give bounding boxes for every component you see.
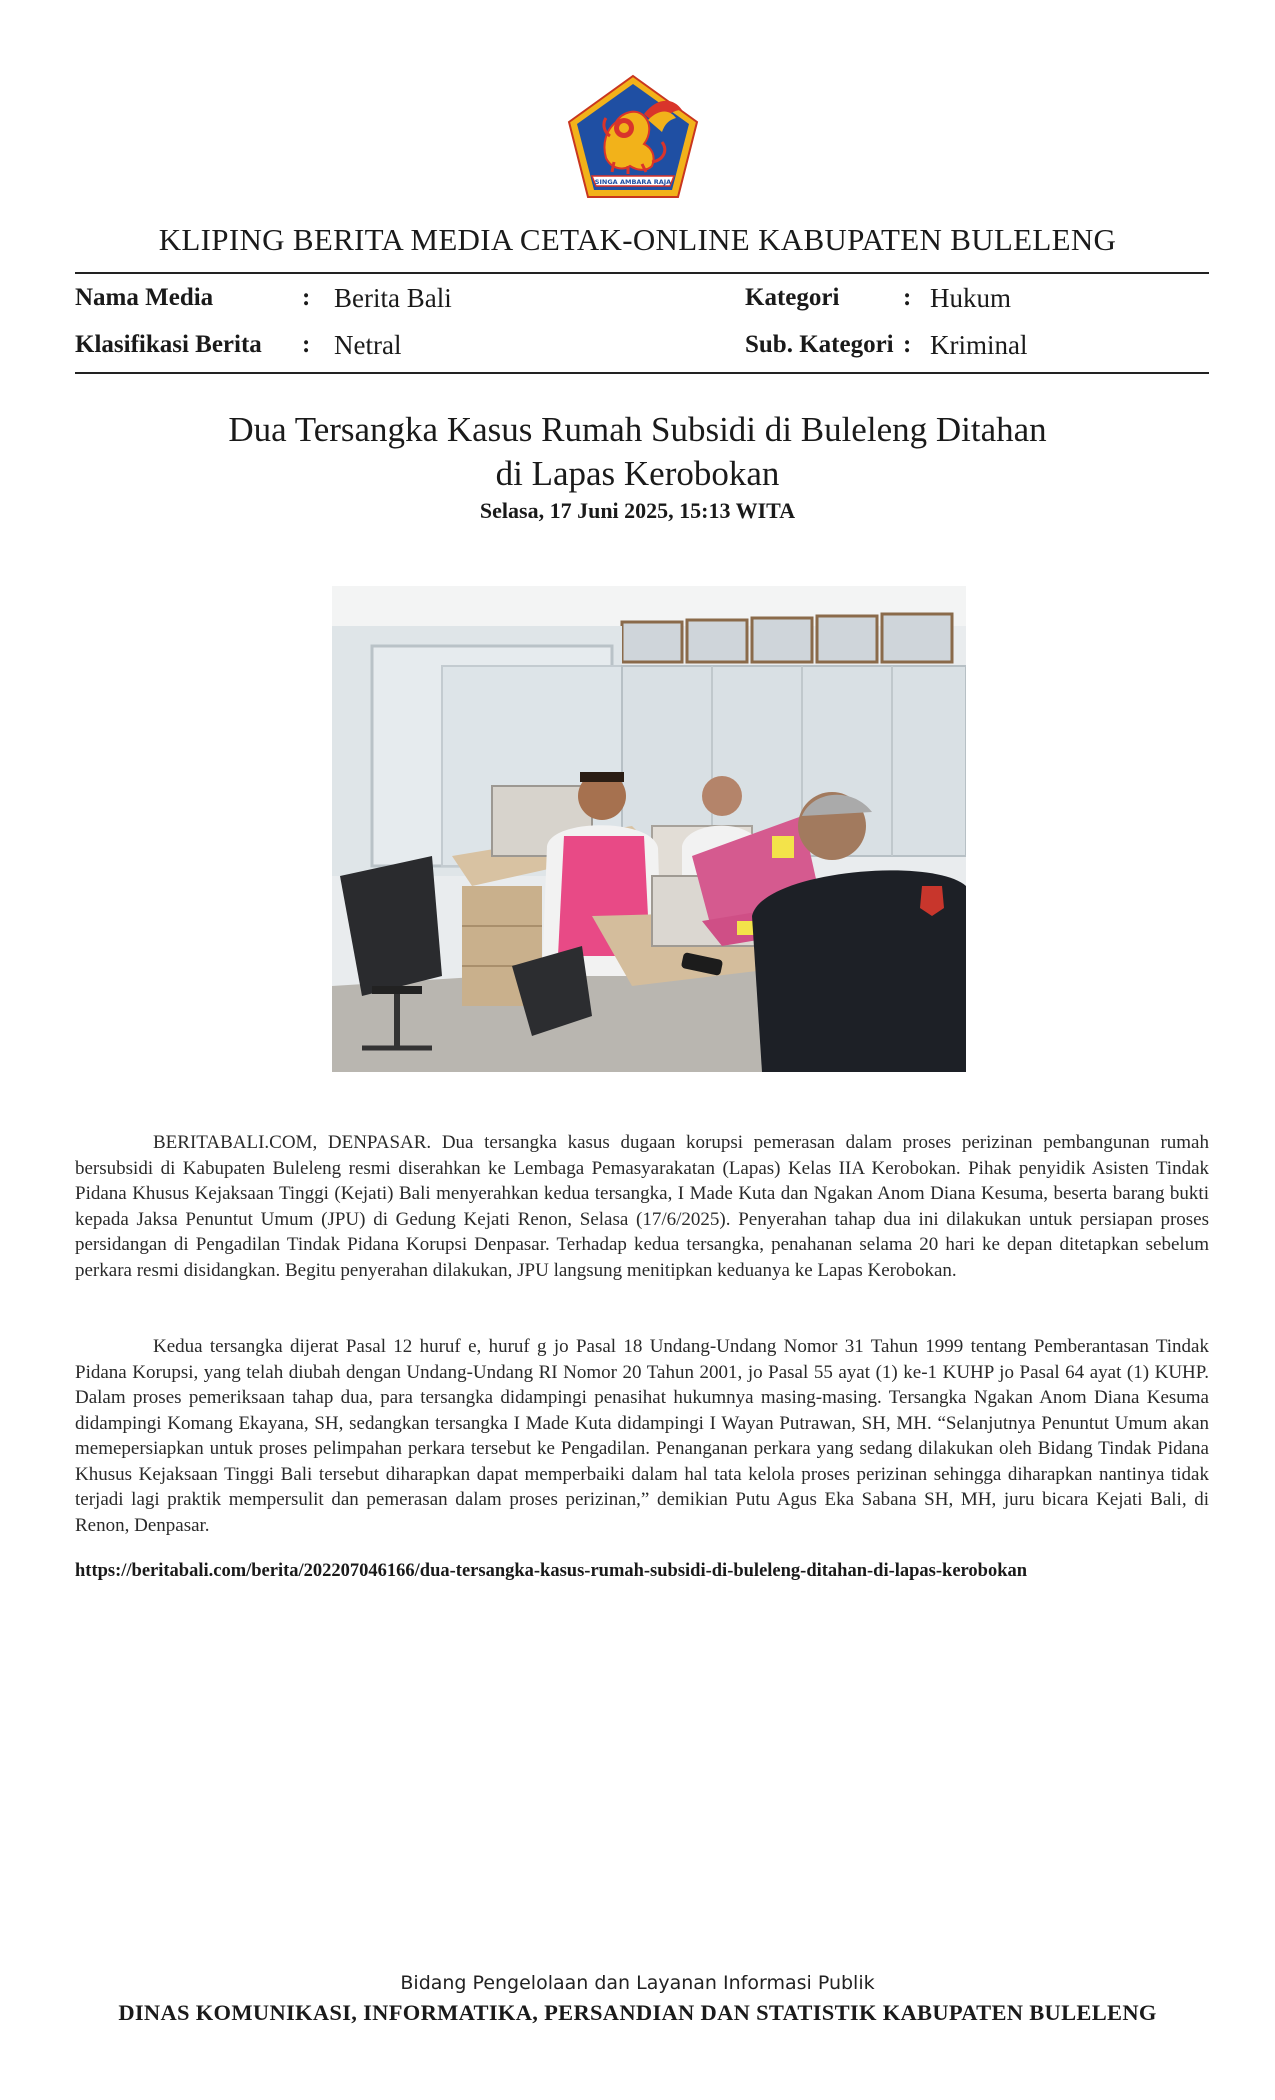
- bottom-divider: [75, 372, 1209, 374]
- footer-department: Bidang Pengelolaan dan Layanan Informasi Publik: [400, 1972, 875, 1994]
- kliping-title: KLIPING BERITA MEDIA CETAK-ONLINE KABUPATEN BULELENG: [158, 222, 1117, 257]
- footer-agency: DINAS KOMUNIKASI, INFORMATIKA, PERSANDIAN DAN STATISTIK KABUPATEN BULELENG: [118, 2000, 1157, 2025]
- top-divider: [75, 272, 1209, 274]
- sub-kategori-label: Sub. Kategori: [745, 331, 894, 358]
- kategori-value: Hukum: [930, 283, 1011, 313]
- source-url-link[interactable]: https://beritabali.com/berita/202207046166/dua-tersangka-kasus-rumah-subsidi-di-buleleng-ditahan-di-lapas-kerobokan: [75, 1561, 1028, 1581]
- headline-line-2: di Lapas Kerobokan: [495, 454, 780, 493]
- colon: :: [302, 284, 311, 311]
- nama-media-value: Berita Bali: [334, 283, 452, 313]
- article-dateline: Selasa, 17 Juni 2025, 15:13 WITA: [479, 498, 796, 523]
- article-photo: [332, 586, 966, 1072]
- svg-text:SINGA AMBARA RAJA: SINGA AMBARA RAJA: [594, 178, 672, 186]
- colon: :: [903, 284, 912, 311]
- article-paragraph-1: BERITABALI.COM, DENPASAR. Dua tersangka kasus dugaan korupsi pemerasan dalam proses perizinan pembangunan rumah bersubsidi di Kabupaten Buleleng resmi diserahkan ke Lembaga Pemasyarakatan (Lapas) Kelas IIA Kerobokan. Pihak penyidik Asisten Tindak Pidana Khusus Kejaksaan Tinggi (Kejati) Bali menyerahkan kedua tersangka, I Made Kuta dan Ngakan Anom Diana Kesuma, beserta barang bukti kepada Jaksa Penuntut Umum (JPU) di Gedung Kejati Renon, Selasa (17/6/2025). Penyerahan tahap dua ini dilakukan untuk persiapan proses persidangan di Pengadilan Tindak Pidana Korupsi Denpasar. Terhadap kedua tersangka, penahanan selama 20 hari ke depan ditetapkan sebelum perkara resmi disidangkan. Begitu penyerahan dilakukan, JPU langsung menitipkan keduanya ke Lapas Kerobokan.: [75, 1132, 1209, 1281]
- klasifikasi-value: Netral: [334, 330, 402, 360]
- nama-media-label: Nama Media: [75, 284, 214, 311]
- kategori-label: Kategori: [745, 284, 840, 311]
- buleleng-regency-logo: [566, 74, 700, 200]
- article-headline: [0, 408, 1275, 496]
- klasifikasi-label: Klasifikasi Berita: [75, 331, 262, 358]
- headline-line-1: Dua Tersangka Kasus Rumah Subsidi di Buleleng Ditahan: [228, 410, 1047, 449]
- article-paragraph-2: Kedua tersangka dijerat Pasal 12 huruf e, huruf g jo Pasal 18 Undang-Undang Nomor 31 Tahun 1999 tentang Pemberantasan Tindak Pidana Korupsi, yang telah diubah dengan Undang-Undang RI Nomor 20 Tahun 2001, jo Pasal 55 ayat (1) ke-1 KUHP jo Pasal 64 ayat (1) KUHP. Dalam proses pemeriksaan tahap dua, para tersangka didampingi penasihat hukumnya masing-masing. Tersangka Ngakan Anom Diana Kesuma didampingi Komang Ekayana, SH, sedangkan tersangka I Made Kuta didampingi I Wayan Putrawan, SH, MH. “Selanjutnya Penuntut Umum akan memepersiapkan untuk proses pelimpahan perkara tersebut ke Pengadilan. Penanganan perkara yang sedang dilakukan oleh Bidang Tindak Pidana Khusus Kejaksaan Tinggi Bali tersebut diharapkan dapat memperbaiki dalam hal tata kelola proses perizinan sehingga diharapkan nantinya tidak terjadi lagi praktik mempersulit dan pemerasan dalam proses perizinan,” demikian Putu Agus Eka Sabana SH, MH, juru bicara Kejati Bali, di Renon, Denpasar.: [75, 1336, 1209, 1536]
- sub-kategori-value: Kriminal: [930, 330, 1028, 360]
- colon: :: [903, 331, 912, 358]
- colon: :: [302, 331, 311, 358]
